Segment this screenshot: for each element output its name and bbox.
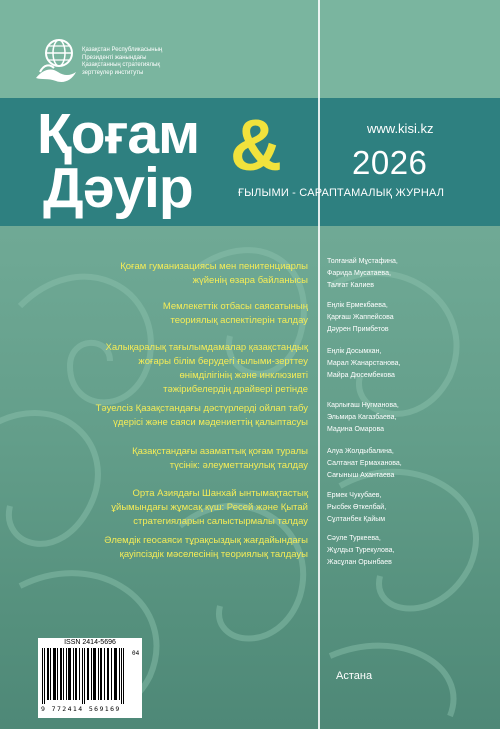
author: Карлығаш Нугманова, xyxy=(327,402,399,409)
institute-line: зерттеулер институты xyxy=(82,69,144,76)
author: Еңлік Досымхан, xyxy=(327,348,382,355)
article-title-line: Орта Азиядағы Шанхай ынтымақтастық xyxy=(132,488,308,499)
article-title-line: ұйымындағы жұмсақ күш: Ресей және Қытай xyxy=(111,502,308,513)
article-title xyxy=(28,445,308,473)
article-title xyxy=(28,402,308,430)
author: Дәурен Примбетов xyxy=(327,326,389,333)
article-title-line: үдерісі және саяси мәдениеттің қалыптасуы xyxy=(113,417,308,428)
article-authors xyxy=(327,346,400,382)
article-title-line: Әлемдік геосаяси тұрақсыздық жағдайындағы xyxy=(104,535,308,546)
issn-label: ISSN 2414-5696 xyxy=(64,639,116,646)
article-title-line: өнімділігінің және инклюзивті xyxy=(179,370,308,381)
article-authors xyxy=(327,300,394,336)
barcode-bars xyxy=(42,648,130,704)
article-title xyxy=(28,487,308,529)
author: Жасұлан Орынбаев xyxy=(327,559,392,566)
journal-subtitle: ҒЫЛЫМИ - САРАПТАМАЛЫҚ ЖУРНАЛ xyxy=(238,187,445,199)
author: Марал Жанарстанова, xyxy=(327,360,401,367)
publication-city: Астана xyxy=(336,670,373,682)
author: Сұлтанбек Қайым xyxy=(327,516,386,523)
article-title-line: стратегияларын салыстырмалы талдау xyxy=(133,516,308,527)
author: Алуа Жолдыбалина, xyxy=(327,448,394,455)
article-authors xyxy=(327,446,402,482)
globe-bird-emblem-icon xyxy=(34,38,78,84)
article-title xyxy=(28,260,308,288)
author: Майра Дюсембекова xyxy=(327,372,395,379)
website-link[interactable]: www.kisi.kz xyxy=(367,121,434,136)
issue-year: 2026 xyxy=(352,144,428,181)
article-authors xyxy=(327,400,399,436)
article-title-line: Қоғам гуманизациясы мен пенитенциарлы xyxy=(120,261,308,272)
author: Жұлдыз Турекулова, xyxy=(327,547,395,554)
article-title-line: қауіпсіздік мәселесінің теориялық талдауы xyxy=(119,549,308,560)
institute-line: Президенті жанындағы xyxy=(82,54,147,61)
article-title-line: теориялық аспектілерін талдау xyxy=(170,315,308,326)
article-authors xyxy=(327,256,398,292)
author: Салтанат Ермаханова, xyxy=(327,460,402,467)
journal-title-ampersand: & xyxy=(230,106,282,186)
article-title xyxy=(28,534,308,562)
institute-line: Қазақстан Республикасының xyxy=(82,47,163,53)
article-title-line: Халықаралық тағылымдамалар қазақстандық xyxy=(105,342,308,353)
column-divider xyxy=(318,0,320,729)
institute-line: Қазақстанның стратегиялық xyxy=(82,62,160,69)
article-title xyxy=(28,341,308,397)
author: Эльмира Кагазбаева, xyxy=(327,414,397,421)
author: Мадина Омарова xyxy=(327,426,384,433)
article-title-line: жоғары білім берудегі ғылыми-зерттеу xyxy=(138,356,308,367)
article-authors xyxy=(327,490,386,526)
author: Толғанай Мұстафина, xyxy=(327,258,398,265)
author: Қарғаш Жаппейсова xyxy=(327,314,394,321)
author: Талғат Калиев xyxy=(327,282,374,289)
journal-title-line1: Қоғам xyxy=(37,102,200,166)
article-title-line: Мемлекеттік отбасы саясатының xyxy=(162,301,308,312)
article-title-line: жүйенің өзара байланысы xyxy=(192,275,308,286)
barcode-digits: 9 772414 569169 xyxy=(41,705,121,713)
author: Фарида Мусатаева, xyxy=(327,270,391,277)
author: Рысбек Өткелбай, xyxy=(327,504,387,511)
article-title-line: Тәуелсіз Қазақстандағы дәстүрлерді ойлап табу xyxy=(95,403,308,414)
article-title-line: Қазақстандағы азаматтық қоғам туралы xyxy=(132,446,308,457)
author: Сәуле Туркеева, xyxy=(327,535,381,542)
institute-name xyxy=(82,47,222,77)
author: Ермек Чукубаев, xyxy=(327,492,382,499)
journal-title-line2: Дәуір xyxy=(43,156,193,220)
article-authors xyxy=(327,533,394,569)
barcode-panel xyxy=(38,638,142,718)
article-title xyxy=(28,300,308,328)
article-title-line: түсінік: әлеуметтанулық талдау xyxy=(169,460,308,471)
article-title-line: тәжірибелердің драйвері ретінде xyxy=(163,384,308,395)
barcode-addon: 04 xyxy=(132,650,140,657)
author: Еңлік Ермекбаева, xyxy=(327,302,388,309)
author: Сағыныш Ахантаева xyxy=(327,472,395,479)
